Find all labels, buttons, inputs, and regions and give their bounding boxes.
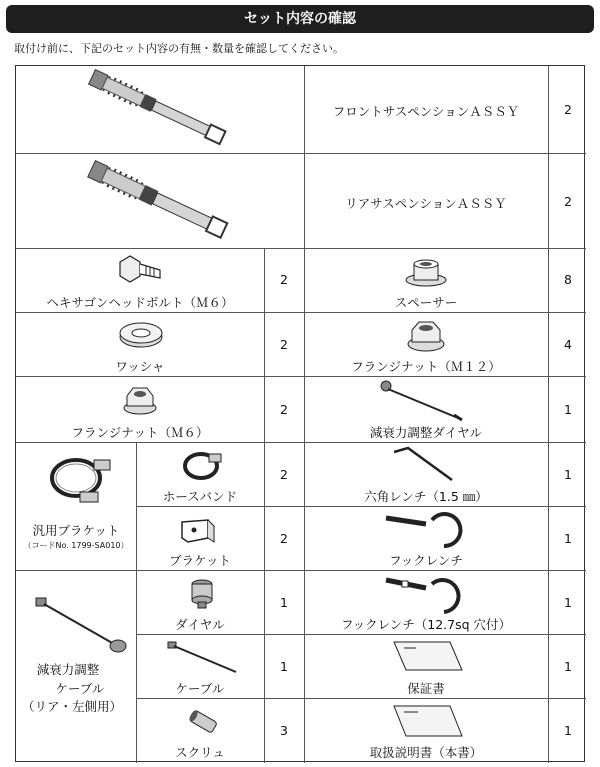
hose-band-qty: 2 (280, 467, 288, 482)
damping-dial-label: 減衰力調整ダイヤル (369, 425, 483, 440)
warranty-qty: 1 (564, 659, 572, 674)
contents-table (15, 65, 585, 762)
screw-icon (184, 706, 224, 738)
flange-nut-m6-label: フランジナット（Ｍ６） (71, 425, 209, 440)
damping-dial-qty: 1 (564, 402, 572, 417)
front-suspension-label: フロントサスペンションＡＳＳＹ (332, 104, 520, 119)
washer-icon (116, 320, 166, 350)
flange-nut-m6-icon (122, 384, 158, 418)
hex-bolt-icon (116, 254, 166, 288)
dial-icon (184, 576, 220, 612)
adjust-cable-icon (34, 594, 130, 654)
adjust-cable-line2: ケーブル (55, 681, 105, 696)
hose-band-label: ホースバンド (162, 489, 238, 504)
hex-wrench-qty: 1 (564, 467, 572, 482)
hex-bolt-qty: 2 (280, 272, 288, 287)
hook-wrench-127-label: フックレンチ（12.7sq 穴付） (340, 617, 512, 632)
flange-nut-m12-icon (406, 318, 446, 354)
bracket-qty: 2 (280, 531, 288, 546)
manual-label: 取扱説明書（本書） (369, 745, 483, 760)
flange-nut-m12-qty: 4 (564, 337, 572, 352)
hook-wrench-127-icon (382, 574, 472, 618)
screw-label: スクリュ (175, 745, 225, 760)
section-title: セット内容の確認 (6, 5, 594, 33)
cable-qty: 1 (280, 659, 288, 674)
bracket-label: ブラケット (169, 553, 231, 568)
dial-qty: 1 (280, 595, 288, 610)
flange-nut-m12-label: フランジナット（Ｍ１２） (351, 359, 501, 374)
screw-qty: 3 (280, 723, 288, 738)
hook-wrench-icon (382, 512, 472, 552)
adjust-cable-line3: （リア・左側用） (21, 699, 122, 714)
washer-qty: 2 (280, 337, 288, 352)
spacer-qty: 8 (564, 272, 572, 287)
rear-suspension-qty: 2 (564, 194, 572, 209)
hook-wrench-127-qty: 1 (564, 595, 572, 610)
hook-wrench-label: フックレンチ (389, 553, 463, 568)
general-bracket-label: 汎用ブラケット (32, 523, 120, 538)
intro-text: 取付け前に、下記のセット内容の有無・数量を確認してください。 (14, 42, 344, 55)
front-suspension-icon (76, 69, 236, 151)
manual-qty: 1 (564, 723, 572, 738)
rear-suspension-label: リアサスペンションＡＳＳＹ (345, 196, 507, 211)
general-bracket-icon (46, 454, 116, 504)
flange-nut-m6-qty: 2 (280, 402, 288, 417)
hex-wrench-label: 六角レンチ（1.5 ㎜） (364, 489, 488, 504)
hex-wrench-icon (388, 446, 458, 484)
bracket-icon (178, 516, 218, 546)
damping-dial-icon (376, 378, 466, 422)
adjust-cable-line1: 減衰力調整 (36, 662, 100, 677)
manual-icon (386, 704, 470, 740)
front-suspension-qty: 2 (564, 102, 572, 117)
warranty-label: 保証書 (407, 681, 445, 696)
hex-bolt-label: ヘキサゴンヘッドボルト（Ｍ６） (46, 295, 234, 310)
general-bracket-code: （コードNo. 1799-SA010） (23, 541, 129, 550)
dial-label: ダイヤル (175, 617, 225, 632)
rear-suspension-icon (76, 158, 236, 244)
cable-label: ケーブル (175, 681, 225, 696)
cable-icon (166, 640, 246, 676)
warranty-icon (386, 640, 470, 674)
spacer-label: スペーサー (394, 295, 458, 310)
spacer-icon (401, 256, 451, 290)
hose-band-icon (179, 448, 225, 482)
washer-label: ワッシャ (115, 359, 165, 374)
hook-wrench-qty: 1 (564, 531, 572, 546)
